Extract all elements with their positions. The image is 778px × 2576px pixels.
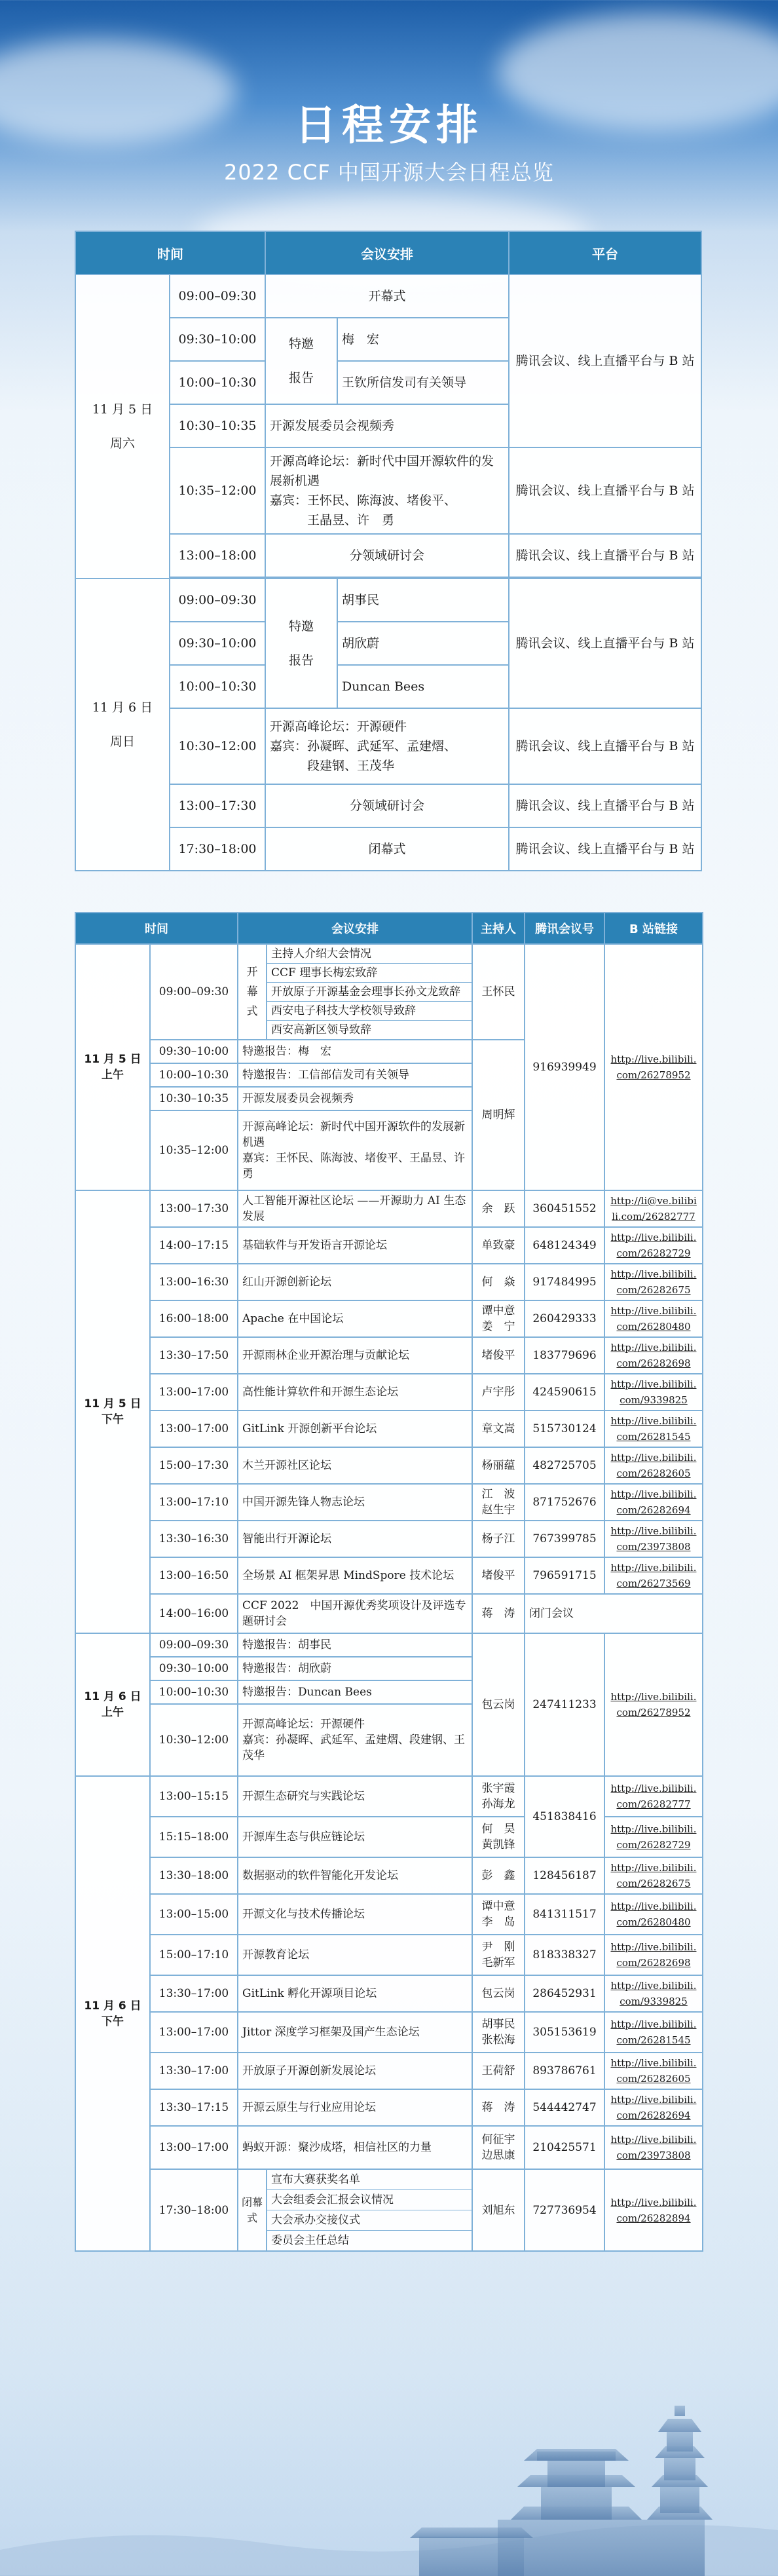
host-cell: 堵俊平 xyxy=(472,1557,525,1594)
bilibili-link[interactable]: http://live.bilibili.com/9339825 xyxy=(610,1378,697,1406)
section-period: 下午 xyxy=(102,1413,124,1426)
agenda-cell: 蚂蚁开源：聚沙成塔，相信社区的力量 xyxy=(238,2126,472,2169)
host-cell: 刘旭东 xyxy=(472,2169,525,2251)
col-header-host: 主持人 xyxy=(472,913,525,944)
table-row xyxy=(75,534,701,577)
agenda-cell: 开源生态研究与实践论坛 xyxy=(238,1776,472,1817)
host-cell: 何 昊 黄凯锋 xyxy=(472,1817,525,1857)
meeting-cell: 893786761 xyxy=(525,2053,604,2089)
meeting-cell: 424590615 xyxy=(525,1374,604,1411)
host-cell: 何 焱 xyxy=(472,1264,525,1300)
meeting-cell: 247411233 xyxy=(525,1633,604,1776)
table-row xyxy=(75,2012,703,2053)
time-cell: 09:30–10:00 xyxy=(170,318,265,361)
agenda-cell: 全场景 AI 框架昇思 MindSpore 技术论坛 xyxy=(238,1557,472,1594)
table-row xyxy=(75,1374,703,1411)
agenda-cell: GitLink 开源创新平台论坛 xyxy=(238,1411,472,1447)
table-row xyxy=(75,944,703,1040)
time-cell: 13:00–17:00 xyxy=(150,1411,238,1447)
time-cell: 17:30–18:00 xyxy=(170,827,265,871)
bilibili-link[interactable]: http://live.bilibili.com/9339825 xyxy=(610,1980,697,2007)
link-cell xyxy=(604,1633,703,1776)
host-cell: 杨子江 xyxy=(472,1521,525,1557)
pagoda-illustration xyxy=(0,2301,778,2576)
section-day-cell xyxy=(75,944,150,1190)
meeting-cell: 648124349 xyxy=(525,1227,604,1264)
table-row xyxy=(75,1337,703,1374)
bilibili-link[interactable]: http://live.bilibili.com/26282698 xyxy=(610,1342,697,1369)
col-header-platform: 平台 xyxy=(509,231,701,275)
platform-cell: 腾讯会议、线上直播平台与 B 站 xyxy=(509,827,701,871)
col-header-meeting: 腾讯会议号 xyxy=(525,913,604,944)
link-cell xyxy=(604,2126,703,2169)
detail-schedule-table xyxy=(75,912,703,2252)
meeting-cell: 360451552 xyxy=(525,1190,604,1227)
meeting-cell: 727736954 xyxy=(525,2169,604,2251)
link-cell xyxy=(604,2089,703,2126)
host-cell: 江 波 赵生宇 xyxy=(472,1484,525,1521)
bilibili-link[interactable]: http://live.bilibili.com/26282698 xyxy=(610,1941,697,1969)
day-cell xyxy=(75,275,170,578)
meeting-cell: 482725705 xyxy=(525,1447,604,1484)
list-item: 大会组委会汇报会议情况 xyxy=(267,2189,472,2210)
host-cell: 何征宇 边思康 xyxy=(472,2126,525,2169)
time-cell: 15:15–18:00 xyxy=(150,1817,238,1857)
agenda-cell: 分领域研讨会 xyxy=(265,784,509,827)
platform-cell: 腾讯会议、线上直播平台与 B 站 xyxy=(509,275,701,447)
agenda-cell: 特邀报告：Duncan Bees xyxy=(238,1680,472,1704)
time-cell: 16:00–18:00 xyxy=(150,1300,238,1337)
bilibili-link[interactable]: http://live.bilibili.com/26278952 xyxy=(610,1053,697,1081)
host-cell: 张宇霞 孙海龙 xyxy=(472,1776,525,1817)
bilibili-link[interactable]: http://live.bilibili.com/26282675 xyxy=(610,1268,697,1296)
table-row xyxy=(75,1447,703,1484)
day-cell xyxy=(75,578,170,871)
agenda-cell: 分领域研讨会 xyxy=(265,534,509,577)
agenda-cell: 闭幕式 xyxy=(265,827,509,871)
meeting-cell: 451838416 xyxy=(525,1776,604,1857)
table-row xyxy=(75,1411,703,1447)
col-header-agenda: 会议安排 xyxy=(238,913,472,944)
agenda-cell: 开源高峰论坛：新时代中国开源软件的发展新机遇 嘉宾：王怀民、陈海波、堵俊平、王晶昱、许勇 xyxy=(238,1110,472,1190)
link-cell xyxy=(604,1374,703,1411)
time-cell: 10:00–10:30 xyxy=(150,1063,238,1087)
time-cell: 13:00–16:50 xyxy=(150,1557,238,1594)
agenda-cell: 特邀报告：工信部信发司有关领导 xyxy=(238,1063,472,1087)
bilibili-link[interactable]: http://live.bilibili.com/26282777 xyxy=(610,1783,697,1810)
special-report-label: 特邀 报告 xyxy=(265,318,337,404)
time-cell: 13:30–18:00 xyxy=(150,1857,238,1894)
agenda-cell: 开源发展委员会视频秀 xyxy=(238,1087,472,1110)
host-cell: 彭 鑫 xyxy=(472,1857,525,1894)
agenda-cell: Duncan Bees xyxy=(337,665,509,708)
time-cell: 10:00–10:30 xyxy=(150,1680,238,1704)
time-cell: 09:30–10:00 xyxy=(170,622,265,665)
detail-header-row xyxy=(75,913,703,944)
section-period: 下午 xyxy=(102,2015,124,2028)
link-cell xyxy=(604,1264,703,1300)
meeting-cell: 286452931 xyxy=(525,1975,604,2012)
section-day: 11 月 6 日 xyxy=(84,1690,141,1703)
time-cell: 13:00–16:30 xyxy=(150,1264,238,1300)
bilibili-link[interactable]: http://live.bilibili.com/23973808 xyxy=(610,2134,697,2161)
section-day-cell xyxy=(75,1776,150,2251)
closing-items xyxy=(267,2169,472,2251)
table-row xyxy=(75,2126,703,2169)
time-cell: 13:00–17:10 xyxy=(150,1484,238,1521)
bilibili-link[interactable]: http://live.bilibili.com/26273569 xyxy=(610,1562,697,1589)
time-cell: 10:00–10:30 xyxy=(170,361,265,404)
table-row xyxy=(75,1521,703,1557)
time-cell: 13:30–17:00 xyxy=(150,2053,238,2089)
time-cell: 10:30–12:00 xyxy=(170,708,265,784)
host-cell: 尹 刚 毛新军 xyxy=(472,1935,525,1975)
col-header-link: B 站链接 xyxy=(604,913,703,944)
agenda-cell: 梅 宏 xyxy=(337,318,509,361)
meeting-cell: 305153619 xyxy=(525,2012,604,2053)
section-period: 上午 xyxy=(102,1069,124,1082)
table-row xyxy=(75,1264,703,1300)
bilibili-link[interactable]: http://live.bilibili.com/26278952 xyxy=(610,1691,697,1718)
time-cell: 09:00–09:30 xyxy=(150,1633,238,1657)
agenda-cell: 基础软件与开发语言开源论坛 xyxy=(238,1227,472,1264)
bilibili-link[interactable]: http://live.bilibili.com/26281545 xyxy=(610,1415,697,1443)
table-row xyxy=(75,1776,703,1817)
host-cell: 周明辉 xyxy=(472,1040,525,1190)
platform-cell: 腾讯会议、线上直播平台与 B 站 xyxy=(509,784,701,827)
time-cell: 09:30–10:00 xyxy=(150,1040,238,1063)
bilibili-link[interactable]: http://live.bilibili.com/26282894 xyxy=(610,2196,697,2224)
host-cell: 包云岗 xyxy=(472,1975,525,2012)
special-report-label: 特邀 报告 xyxy=(265,578,337,708)
agenda-cell: 木兰开源社区论坛 xyxy=(238,1447,472,1484)
time-cell: 13:00–18:00 xyxy=(170,534,265,577)
time-cell: 13:00–17:00 xyxy=(150,1374,238,1411)
list-item: 宣布大赛获奖名单 xyxy=(271,2173,360,2186)
agenda-cell: 胡事民 xyxy=(337,578,509,622)
day-date: 11 月 6 日 xyxy=(92,700,153,715)
agenda-cell: 智能出行开源论坛 xyxy=(238,1521,472,1557)
link-cell xyxy=(604,944,703,1190)
day-date: 11 月 5 日 xyxy=(92,402,153,417)
link-cell xyxy=(604,1894,703,1935)
col-header-time: 时间 xyxy=(75,913,238,944)
time-cell: 13:30–17:00 xyxy=(150,1975,238,2012)
host-cell: 谭中意 李 岛 xyxy=(472,1894,525,1935)
agenda-cell: CCF 2022 中国开源优秀奖项设计及评选专题研讨会 xyxy=(238,1594,472,1633)
table-row xyxy=(75,1557,703,1594)
time-cell: 13:00–17:00 xyxy=(150,2126,238,2169)
agenda-cell: 开幕式 xyxy=(265,275,509,318)
host-cell: 余 跃 xyxy=(472,1190,525,1227)
link-cell xyxy=(604,1190,703,1227)
table-row xyxy=(75,1975,703,2012)
link-cell xyxy=(604,1484,703,1521)
list-item: 委员会主任总结 xyxy=(267,2230,472,2250)
link-cell xyxy=(604,2053,703,2089)
agenda-cell: Jittor 深度学习框架及国产生态论坛 xyxy=(238,2012,472,2053)
table-row xyxy=(75,1857,703,1894)
meeting-cell: 917484995 xyxy=(525,1264,604,1300)
meeting-cell: 183779696 xyxy=(525,1337,604,1374)
agenda-cell: 数据驱动的软件智能化开发论坛 xyxy=(238,1857,472,1894)
time-cell: 10:30–10:35 xyxy=(170,404,265,447)
host-cell: 蒋 涛 xyxy=(472,2089,525,2126)
agenda-cell: 人工智能开源社区论坛 ——开源助力 AI 生态发展 xyxy=(238,1190,472,1227)
table-row xyxy=(75,447,701,534)
bilibili-link[interactable]: http://live.bilibili.com/26282694 xyxy=(610,1488,697,1516)
meeting-cell: 210425571 xyxy=(525,2126,604,2169)
bilibili-link[interactable]: http://live.bilibili.com/26282729 xyxy=(610,1823,697,1851)
bilibili-link[interactable]: http://li@ve.bilibili.com/26282777 xyxy=(610,1195,697,1222)
table-row xyxy=(75,2053,703,2089)
meeting-cell: 544442747 xyxy=(525,2089,604,2126)
link-cell xyxy=(604,1227,703,1264)
link-cell xyxy=(604,1300,703,1337)
agenda-cell: 王钦所信发司有关领导 xyxy=(337,361,509,404)
time-cell: 13:00–17:00 xyxy=(150,2012,238,2053)
opening-label: 开 幕 式 xyxy=(238,944,267,1040)
meeting-cell: 871752676 xyxy=(525,1484,604,1521)
agenda-cell: 特邀报告：胡事民 xyxy=(238,1633,472,1657)
agenda-cell: 特邀报告：胡欣蔚 xyxy=(238,1657,472,1680)
host-cell: 章文嵩 xyxy=(472,1411,525,1447)
agenda-cell: 开源云原生与行业应用论坛 xyxy=(238,2089,472,2126)
meeting-cell: 128456187 xyxy=(525,1857,604,1894)
table-row xyxy=(75,827,701,871)
section-day-cell xyxy=(75,1633,150,1776)
overview-header-row xyxy=(75,231,701,275)
page-subtitle: 2022 CCF 中国开源大会日程总览 xyxy=(224,160,554,185)
table-row xyxy=(75,1227,703,1264)
agenda-cell: 开源文化与技术传播论坛 xyxy=(238,1894,472,1935)
agenda-cell: 开源高峰论坛：开源硬件 嘉宾：孙凝晖、武延军、孟建熠、 段建钢、王茂华 xyxy=(265,708,509,784)
time-cell: 13:00–15:15 xyxy=(150,1776,238,1817)
time-cell: 10:30–12:00 xyxy=(150,1704,238,1776)
link-cell xyxy=(604,1411,703,1447)
bilibili-link[interactable]: http://live.bilibili.com/26282729 xyxy=(610,1232,697,1259)
section-day: 11 月 6 日 xyxy=(84,1999,141,2013)
meeting-cell: 260429333 xyxy=(525,1300,604,1337)
agenda-cell: 特邀报告：梅 宏 xyxy=(238,1040,472,1063)
agenda-cell: 开源高峰论坛：新时代中国开源软件的发展新机遇 嘉宾：王怀民、陈海波、堵俊平、 王晶昱、许 勇 xyxy=(265,447,509,534)
section-day: 11 月 5 日 xyxy=(84,1053,141,1066)
link-cell xyxy=(604,1776,703,1817)
host-cell: 包云岗 xyxy=(472,1633,525,1776)
agenda-cell: 红山开源创新论坛 xyxy=(238,1264,472,1300)
list-item: 开放原子开源基金会理事长孙文龙致辞 xyxy=(267,982,472,1001)
time-cell: 15:00–17:30 xyxy=(150,1447,238,1484)
link-cell xyxy=(604,1857,703,1894)
agenda-cell: 开源教育论坛 xyxy=(238,1935,472,1975)
overview-schedule-table xyxy=(75,231,702,871)
list-item: 西安电子科技大学校领导致辞 xyxy=(267,1001,472,1020)
host-cell: 谭中意 姜 宁 xyxy=(472,1300,525,1337)
table-row xyxy=(75,578,701,622)
table-row xyxy=(75,2169,703,2251)
opening-items xyxy=(267,944,472,1040)
host-cell: 胡事民 张松海 xyxy=(472,2012,525,2053)
bilibili-link[interactable]: http://live.bilibili.com/26280480 xyxy=(610,1305,697,1333)
host-cell: 杨丽蕴 xyxy=(472,1447,525,1484)
table-row xyxy=(75,1935,703,1975)
table-row xyxy=(75,1594,703,1633)
agenda-cell: 开源高峰论坛：开源硬件 嘉宾：孙凝晖、武延军、孟建熠、段建钢、王茂华 xyxy=(238,1704,472,1776)
link-cell xyxy=(604,1935,703,1975)
host-cell: 单致豪 xyxy=(472,1227,525,1264)
list-item: CCF 理事长梅宏致辞 xyxy=(267,963,472,982)
time-cell: 17:30–18:00 xyxy=(150,2169,238,2251)
time-cell: 10:00–10:30 xyxy=(170,665,265,708)
link-cell xyxy=(604,2012,703,2053)
meeting-cell: 841311517 xyxy=(525,1894,604,1935)
table-row xyxy=(75,275,701,318)
table-row xyxy=(75,1894,703,1935)
meeting-cell: 767399785 xyxy=(525,1521,604,1557)
time-cell: 13:30–16:30 xyxy=(150,1521,238,1557)
link-cell xyxy=(604,1337,703,1374)
bilibili-link[interactable]: http://live.bilibili.com/26282694 xyxy=(610,2094,697,2121)
host-cell: 蒋 涛 xyxy=(472,1594,525,1633)
link-cell xyxy=(604,1521,703,1557)
bilibili-link[interactable]: http://live.bilibili.com/26280480 xyxy=(610,1901,697,1928)
time-cell: 14:00–16:00 xyxy=(150,1594,238,1633)
bilibili-link[interactable]: http://live.bilibili.com/26281545 xyxy=(610,2018,697,2046)
meeting-cell: 916939949 xyxy=(525,944,604,1190)
col-header-time: 时间 xyxy=(75,231,265,275)
time-cell: 09:00–09:30 xyxy=(150,944,238,1040)
section-day-cell xyxy=(75,1190,150,1633)
agenda-cell: 开放原子开源创新发展论坛 xyxy=(238,2053,472,2089)
bilibili-link[interactable]: http://live.bilibili.com/26282605 xyxy=(610,1452,697,1479)
agenda-cell: 开源发展委员会视频秀 xyxy=(265,404,509,447)
day-weekday: 周六 xyxy=(109,436,135,451)
time-cell: 14:00–17:15 xyxy=(150,1227,238,1264)
time-cell: 13:30–17:50 xyxy=(150,1337,238,1374)
table-row xyxy=(75,1633,703,1657)
time-cell: 13:00–17:30 xyxy=(150,1190,238,1227)
time-cell: 13:00–15:00 xyxy=(150,1894,238,1935)
link-cell xyxy=(604,1817,703,1857)
link-cell xyxy=(604,1447,703,1484)
platform-cell: 腾讯会议、线上直播平台与 B 站 xyxy=(509,534,701,577)
platform-cell: 腾讯会议、线上直播平台与 B 站 xyxy=(509,447,701,534)
list-item: 西安高新区领导致辞 xyxy=(267,1020,472,1039)
section-period: 上午 xyxy=(102,1706,124,1719)
agenda-cell: 开源雨林企业开源治理与贡献论坛 xyxy=(238,1337,472,1374)
table-row xyxy=(75,1300,703,1337)
table-row xyxy=(75,784,701,827)
time-cell: 09:30–10:00 xyxy=(150,1657,238,1680)
host-cell: 卢宇彤 xyxy=(472,1374,525,1411)
table-row xyxy=(75,1484,703,1521)
section-day: 11 月 5 日 xyxy=(84,1397,141,1411)
platform-cell: 腾讯会议、线上直播平台与 B 站 xyxy=(509,708,701,784)
page-title: 日程安排 xyxy=(295,102,483,150)
table-row xyxy=(75,2089,703,2126)
time-cell: 13:00–17:30 xyxy=(170,784,265,827)
host-cell: 王怀民 xyxy=(472,944,525,1040)
link-cell xyxy=(604,2169,703,2251)
bilibili-link[interactable]: http://live.bilibili.com/26282675 xyxy=(610,1862,697,1889)
link-cell xyxy=(604,1975,703,2012)
bilibili-link[interactable]: http://live.bilibili.com/26282605 xyxy=(610,2057,697,2085)
time-cell: 09:00–09:30 xyxy=(170,578,265,622)
link-cell xyxy=(604,1557,703,1594)
closing-label: 闭幕式 xyxy=(238,2169,267,2251)
table-row xyxy=(75,1190,703,1227)
bilibili-link[interactable]: http://live.bilibili.com/23973808 xyxy=(610,1525,697,1553)
table-row xyxy=(75,1817,703,1857)
agenda-cell: 中国开源先锋人物志论坛 xyxy=(238,1484,472,1521)
table-row xyxy=(75,708,701,784)
host-cell: 王荷舒 xyxy=(472,2053,525,2089)
day-weekday: 周日 xyxy=(109,734,135,749)
meeting-cell: 515730124 xyxy=(525,1411,604,1447)
time-cell: 09:00–09:30 xyxy=(170,275,265,318)
list-item: 主持人介绍大会情况 xyxy=(271,947,371,960)
agenda-cell: 胡欣蔚 xyxy=(337,622,509,665)
agenda-cell: GitLink 孵化开源项目论坛 xyxy=(238,1975,472,2012)
meeting-cell: 818338327 xyxy=(525,1935,604,1975)
meeting-cell: 796591715 xyxy=(525,1557,604,1594)
time-cell: 10:35–12:00 xyxy=(170,447,265,534)
meeting-cell: 闭门会议 xyxy=(525,1594,703,1633)
agenda-cell: Apache 在中国论坛 xyxy=(238,1300,472,1337)
time-cell: 10:30–10:35 xyxy=(150,1087,238,1110)
col-header-agenda: 会议安排 xyxy=(265,231,509,275)
time-cell: 10:35–12:00 xyxy=(150,1110,238,1190)
time-cell: 15:00–17:10 xyxy=(150,1935,238,1975)
list-item: 大会承办交接仪式 xyxy=(267,2210,472,2230)
agenda-cell: 开源库生态与供应链论坛 xyxy=(238,1817,472,1857)
host-cell: 堵俊平 xyxy=(472,1337,525,1374)
platform-cell: 腾讯会议、线上直播平台与 B 站 xyxy=(509,578,701,708)
time-cell: 13:30–17:15 xyxy=(150,2089,238,2126)
agenda-cell: 高性能计算软件和开源生态论坛 xyxy=(238,1374,472,1411)
